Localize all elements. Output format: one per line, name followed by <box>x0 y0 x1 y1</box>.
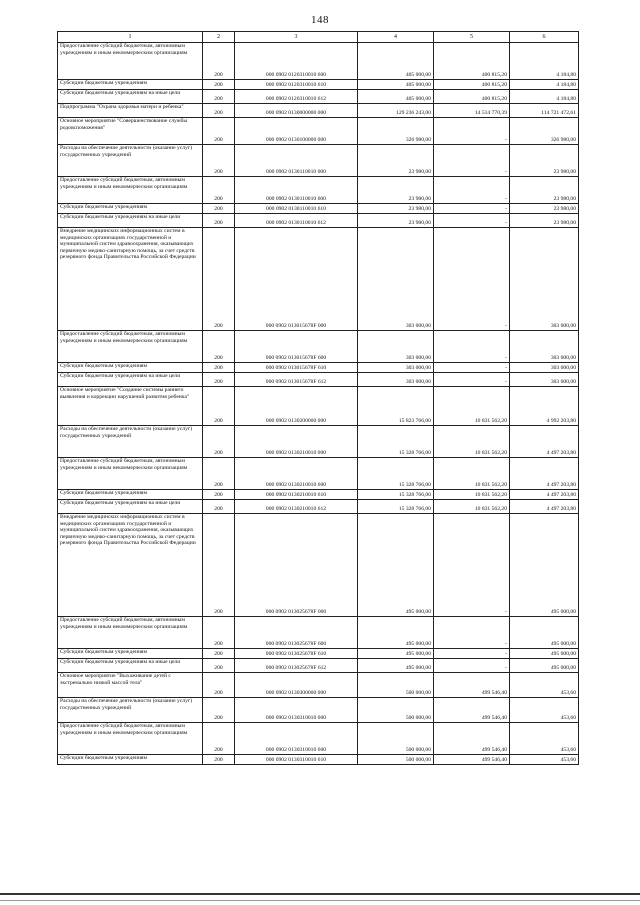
row-executed: - <box>434 204 510 214</box>
row-executed: - <box>434 214 510 228</box>
row-approved: 15 328 766,00 <box>358 500 434 514</box>
table-row <box>58 214 579 228</box>
table-row <box>58 659 579 673</box>
row-approved: 303 000,00 <box>358 331 434 363</box>
table-row <box>58 331 579 363</box>
row-executed: - <box>434 118 510 145</box>
table-row <box>58 177 579 204</box>
row-name: Подпрограмма "Охрана здоровья матери и ребенка" <box>58 104 203 118</box>
row-approved: 15 823 766,00 <box>358 387 434 426</box>
row-gr-code: 200 <box>203 426 235 458</box>
row-name: Субсидии бюджетным учреждениям на иные цели <box>58 373 203 387</box>
row-gr-code: 200 <box>203 649 235 659</box>
row-executed: - <box>434 373 510 387</box>
row-executed: - <box>434 363 510 373</box>
row-executed: 499 546,40 <box>434 698 510 723</box>
row-approved: 495 000,00 <box>358 617 434 649</box>
row-gr-code: 200 <box>203 80 235 90</box>
row-budget-code: 000 0902 0120310010 600 <box>235 43 358 80</box>
row-budget-code: 000 0902 0130210010 000 <box>235 426 358 458</box>
table-row <box>58 723 579 755</box>
row-name: Предоставление субсидий бюджетным, автономным учреждениям и иным некоммерческим организациям <box>58 723 203 755</box>
row-executed: - <box>434 514 510 617</box>
row-approved: 405 000,00 <box>358 90 434 104</box>
row-approved: 495 000,00 <box>358 514 434 617</box>
row-unexecuted: 4 497 203,80 <box>510 426 579 458</box>
row-gr-code: 200 <box>203 331 235 363</box>
row-executed: 14 514 770,39 <box>434 104 510 118</box>
header-col-2: 2 <box>203 32 235 43</box>
row-name: Расходы на обеспечение деятельности (оказание услуг) государственных учреждений <box>58 426 203 458</box>
table-row <box>58 514 579 617</box>
row-unexecuted: 303 000,00 <box>510 228 579 331</box>
page-number: 148 <box>311 14 329 26</box>
row-approved: 23 980,00 <box>358 145 434 177</box>
row-name: Субсидии бюджетным учреждениям <box>58 363 203 373</box>
row-executed: - <box>434 331 510 363</box>
row-unexecuted: 4 992 203,80 <box>510 387 579 426</box>
bottom-rule-thin <box>0 900 640 901</box>
row-budget-code: 000 0902 013015678F 612 <box>235 373 358 387</box>
row-name: Основное мероприятие "Совершенствование службы родовспоможения" <box>58 118 203 145</box>
row-executed: 400 815,20 <box>434 80 510 90</box>
row-gr-code: 200 <box>203 500 235 514</box>
table-row <box>58 698 579 723</box>
table-row <box>58 387 579 426</box>
row-name: Предоставление субсидий бюджетным, автономным учреждениям и иным некоммерческим организациям <box>58 177 203 204</box>
budget-table <box>57 31 579 765</box>
row-unexecuted: 4 184,80 <box>510 90 579 104</box>
row-unexecuted: 4 184,80 <box>510 80 579 90</box>
row-unexecuted: 4 497 203,80 <box>510 490 579 500</box>
table-row <box>58 649 579 659</box>
row-name: Субсидии бюджетным учреждениям на иные цели <box>58 90 203 104</box>
row-approved: 500 000,00 <box>358 698 434 723</box>
row-executed: 400 815,20 <box>434 90 510 104</box>
table-row <box>58 458 579 490</box>
table-row <box>58 145 579 177</box>
row-name: Основное мероприятие "Выхаживание детей с экстремально низкой массой тела" <box>58 673 203 698</box>
row-approved: 23 980,00 <box>358 204 434 214</box>
table-row <box>58 490 579 500</box>
row-name: Расходы на обеспечение деятельности (оказание услуг) государственных учреждений <box>58 698 203 723</box>
bottom-rule <box>0 893 640 895</box>
row-executed: 10 831 562,20 <box>434 426 510 458</box>
table-row <box>58 363 579 373</box>
row-name: Основное мероприятие "Создание системы раннего выявления и коррекции нарушений развития ребенка" <box>58 387 203 426</box>
row-budget-code: 000 0902 013025678F 000 <box>235 514 358 617</box>
row-budget-code: 000 0902 0130210010 600 <box>235 458 358 490</box>
row-unexecuted: 495 000,00 <box>510 659 579 673</box>
row-approved: 129 236 243,00 <box>358 104 434 118</box>
row-approved: 495 000,00 <box>358 649 434 659</box>
row-executed: 10 831 562,20 <box>434 387 510 426</box>
row-approved: 303 000,00 <box>358 228 434 331</box>
row-unexecuted: 4 184,80 <box>510 43 579 80</box>
header-col-3: 3 <box>235 32 358 43</box>
table-row <box>58 104 579 118</box>
row-name: Субсидии бюджетным учреждениям <box>58 204 203 214</box>
row-gr-code: 200 <box>203 177 235 204</box>
row-budget-code: 000 0902 013025678F 610 <box>235 649 358 659</box>
header-row <box>58 32 579 43</box>
row-name: Субсидии бюджетным учреждениям <box>58 490 203 500</box>
row-approved: 500 000,00 <box>358 755 434 765</box>
row-unexecuted: 23 980,00 <box>510 204 579 214</box>
row-executed: 400 815,20 <box>434 43 510 80</box>
header-col-1: 1 <box>58 32 203 43</box>
row-budget-code: 000 0902 013015678F 600 <box>235 331 358 363</box>
row-gr-code: 200 <box>203 204 235 214</box>
row-approved: 500 000,00 <box>358 723 434 755</box>
row-budget-code: 000 0902 0130110010 610 <box>235 204 358 214</box>
row-executed: 10 831 562,20 <box>434 458 510 490</box>
row-unexecuted: 114 721 472,61 <box>510 104 579 118</box>
row-gr-code: 200 <box>203 43 235 80</box>
row-name: Внедрение медицинских информационных систем в медицинских организациях государственной и муниципальной систем здравоохранения, оказывающих первичную медико-санитарную помощь, за счет средств резервного фонда Правительства Российской Федерации <box>58 514 203 617</box>
row-executed: - <box>434 228 510 331</box>
row-executed: - <box>434 659 510 673</box>
row-unexecuted: 4 497 203,80 <box>510 500 579 514</box>
row-budget-code: 000 0902 0120310010 610 <box>235 80 358 90</box>
row-gr-code: 200 <box>203 90 235 104</box>
row-executed: 499 546,40 <box>434 673 510 698</box>
row-executed: - <box>434 649 510 659</box>
row-name: Субсидии бюджетным учреждениям на иные цели <box>58 214 203 228</box>
row-budget-code: 000 0902 0130000000 000 <box>235 104 358 118</box>
row-gr-code: 200 <box>203 373 235 387</box>
row-budget-code: 000 0902 0120310010 612 <box>235 90 358 104</box>
row-budget-code: 000 0902 0130110010 000 <box>235 145 358 177</box>
row-gr-code: 200 <box>203 458 235 490</box>
row-approved: 405 000,00 <box>358 43 434 80</box>
row-unexecuted: 303 000,00 <box>510 331 579 363</box>
row-gr-code: 200 <box>203 617 235 649</box>
row-name: Предоставление субсидий бюджетным, автономным учреждениям и иным некоммерческим организациям <box>58 617 203 649</box>
row-name: Субсидии бюджетным учреждениям <box>58 755 203 765</box>
row-name: Субсидии бюджетным учреждениям на иные цели <box>58 500 203 514</box>
table-row <box>58 617 579 649</box>
row-name: Субсидии бюджетным учреждениям <box>58 80 203 90</box>
table-row <box>58 118 579 145</box>
row-budget-code: 000 0902 0130100000 000 <box>235 118 358 145</box>
header-col-6: 6 <box>510 32 579 43</box>
row-approved: 405 000,00 <box>358 80 434 90</box>
row-approved: 15 328 766,00 <box>358 426 434 458</box>
row-name: Предоставление субсидий бюджетным, автономным учреждениям и иным некоммерческим организациям <box>58 458 203 490</box>
row-executed: 499 546,40 <box>434 755 510 765</box>
row-unexecuted: 495 000,00 <box>510 649 579 659</box>
table-row <box>58 204 579 214</box>
table-row <box>58 90 579 104</box>
row-budget-code: 000 0902 0130310010 610 <box>235 755 358 765</box>
table-row <box>58 43 579 80</box>
row-name: Предоставление субсидий бюджетным, автономным учреждениям и иным некоммерческим организациям <box>58 331 203 363</box>
row-gr-code: 200 <box>203 698 235 723</box>
header-col-5: 5 <box>434 32 510 43</box>
row-approved: 15 328 766,00 <box>358 490 434 500</box>
row-executed: - <box>434 177 510 204</box>
row-budget-code: 000 0902 013025678F 600 <box>235 617 358 649</box>
row-budget-code: 000 0902 013025678F 612 <box>235 659 358 673</box>
row-gr-code: 200 <box>203 363 235 373</box>
row-approved: 303 000,00 <box>358 363 434 373</box>
row-unexecuted: 453,60 <box>510 698 579 723</box>
row-name: Расходы на обеспечение деятельности (оказание услуг) государственных учреждений <box>58 145 203 177</box>
row-unexecuted: 453,60 <box>510 673 579 698</box>
row-unexecuted: 23 980,00 <box>510 214 579 228</box>
row-gr-code: 200 <box>203 214 235 228</box>
row-unexecuted: 453,60 <box>510 755 579 765</box>
row-gr-code: 200 <box>203 755 235 765</box>
row-budget-code: 000 0902 0130310010 600 <box>235 723 358 755</box>
row-unexecuted: 23 980,00 <box>510 145 579 177</box>
row-gr-code: 200 <box>203 723 235 755</box>
header-col-4: 4 <box>358 32 434 43</box>
row-gr-code: 200 <box>203 228 235 331</box>
row-gr-code: 200 <box>203 145 235 177</box>
row-approved: 15 328 766,00 <box>358 458 434 490</box>
row-gr-code: 200 <box>203 673 235 698</box>
table-row <box>58 755 579 765</box>
table-row <box>58 228 579 331</box>
row-unexecuted: 4 497 203,80 <box>510 458 579 490</box>
row-unexecuted: 326 980,00 <box>510 118 579 145</box>
row-unexecuted: 303 000,00 <box>510 363 579 373</box>
table-row <box>58 426 579 458</box>
row-approved: 500 000,00 <box>358 673 434 698</box>
row-unexecuted: 303 000,00 <box>510 373 579 387</box>
row-budget-code: 000 0902 0130300000 000 <box>235 673 358 698</box>
row-budget-code: 000 0902 0130200000 000 <box>235 387 358 426</box>
row-budget-code: 000 0902 0130110010 612 <box>235 214 358 228</box>
row-name: Субсидии бюджетным учреждениям на иные цели <box>58 659 203 673</box>
table-row <box>58 500 579 514</box>
row-unexecuted: 453,60 <box>510 723 579 755</box>
row-budget-code: 000 0902 0130110010 600 <box>235 177 358 204</box>
row-budget-code: 000 0902 0130310010 000 <box>235 698 358 723</box>
row-name: Предоставление субсидий бюджетным, автономным учреждениям и иным некоммерческим организациям <box>58 43 203 80</box>
row-budget-code: 000 0902 0130210010 612 <box>235 500 358 514</box>
row-unexecuted: 495 000,00 <box>510 617 579 649</box>
row-approved: 326 980,00 <box>358 118 434 145</box>
row-executed: 10 831 562,20 <box>434 490 510 500</box>
row-executed: - <box>434 617 510 649</box>
row-executed: 10 831 562,20 <box>434 500 510 514</box>
row-name: Внедрение медицинских информационных систем в медицинских организациях государственной и муниципальной систем здравоохранения, оказывающих первичную медико-санитарную помощь, за счет средств резервного фонда Правительства Российской Федерации <box>58 228 203 331</box>
row-executed: 499 546,40 <box>434 723 510 755</box>
table-row <box>58 373 579 387</box>
row-gr-code: 200 <box>203 490 235 500</box>
row-gr-code: 200 <box>203 387 235 426</box>
row-budget-code: 000 0902 013015678F 610 <box>235 363 358 373</box>
row-gr-code: 200 <box>203 659 235 673</box>
row-unexecuted: 23 980,00 <box>510 177 579 204</box>
row-approved: 23 980,00 <box>358 214 434 228</box>
row-budget-code: 000 0902 0130210010 610 <box>235 490 358 500</box>
row-approved: 303 000,00 <box>358 373 434 387</box>
row-name: Субсидии бюджетным учреждениям <box>58 649 203 659</box>
row-executed: - <box>434 145 510 177</box>
table-row <box>58 80 579 90</box>
row-gr-code: 200 <box>203 514 235 617</box>
row-gr-code: 200 <box>203 104 235 118</box>
table-row <box>58 673 579 698</box>
row-unexecuted: 495 000,00 <box>510 514 579 617</box>
row-approved: 23 980,00 <box>358 177 434 204</box>
row-approved: 495 000,00 <box>358 659 434 673</box>
row-gr-code: 200 <box>203 118 235 145</box>
row-budget-code: 000 0902 013015678F 000 <box>235 228 358 331</box>
